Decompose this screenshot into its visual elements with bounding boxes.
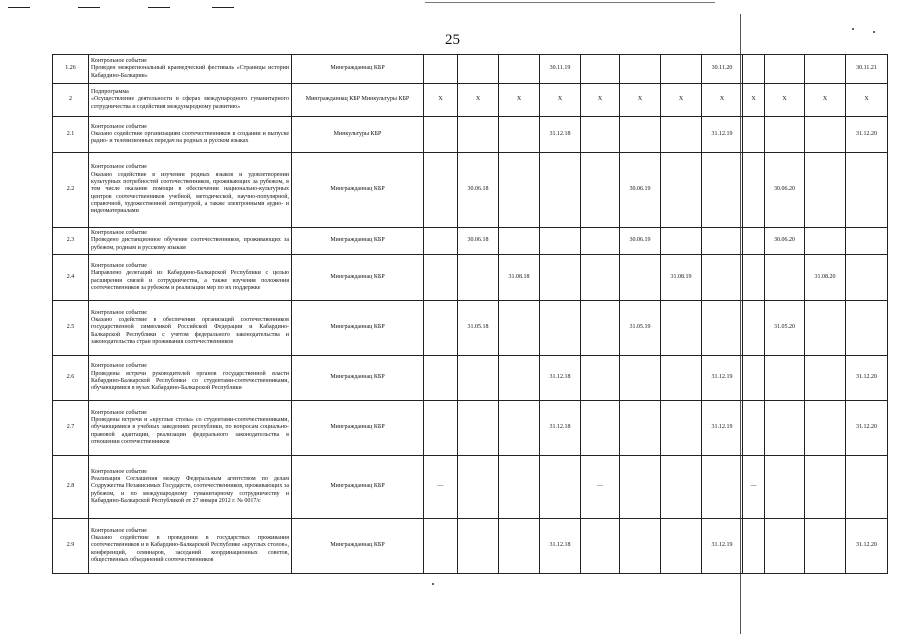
schedule-cell bbox=[540, 255, 581, 301]
schedule-cell bbox=[620, 519, 661, 574]
event-type-label: Контрольное событие bbox=[91, 468, 147, 475]
schedule-cell bbox=[661, 228, 702, 255]
schedule-cell bbox=[846, 456, 888, 519]
event-description bbox=[89, 117, 292, 153]
schedule-cell bbox=[424, 356, 458, 401]
event-type-label: Контрольное событие bbox=[91, 309, 147, 316]
schedule-cell bbox=[581, 55, 620, 84]
schedule-cell: 31.08.18 bbox=[499, 255, 540, 301]
schedule-cell: 30.11.20 bbox=[702, 55, 743, 84]
schedule-cell bbox=[661, 153, 702, 228]
schedule-cell bbox=[499, 117, 540, 153]
event-description bbox=[89, 356, 292, 401]
schedule-cell: 30.06.19 bbox=[620, 153, 661, 228]
executor-cell: Мингражданнац КБР bbox=[292, 456, 424, 519]
event-description bbox=[89, 55, 292, 84]
event-text: Оказано содействие в обеспечении организаций соотечественников государственной символикой Российской Федерации и Кабардино-Балкарской Республики с учетом федерального законодательства и законодательства стран проживания соотечественников bbox=[91, 317, 289, 345]
schedule-cell bbox=[499, 456, 540, 519]
schedule-cell: X bbox=[846, 84, 888, 117]
schedule-cell bbox=[743, 255, 765, 301]
table-row bbox=[53, 301, 888, 356]
row-number: 2 bbox=[53, 84, 89, 117]
schedule-cell: X bbox=[743, 84, 765, 117]
event-type-label: Контрольное событие bbox=[91, 409, 147, 416]
event-text: Проведены встречи руководителей органов государственной власти Кабардино-Балкарской Республики со студентами-соотечественниками, обучающимися в вузах Кабардино-Балкарской Республики bbox=[91, 370, 289, 392]
schedule-cell: 30.06.18 bbox=[458, 153, 499, 228]
event-description bbox=[89, 255, 292, 301]
schedule-cell: 31.05.19 bbox=[620, 301, 661, 356]
schedule-cell: 31.05.18 bbox=[458, 301, 499, 356]
event-description bbox=[89, 153, 292, 228]
table-row bbox=[53, 153, 888, 228]
schedule-cell bbox=[458, 117, 499, 153]
schedule-cell: 31.12.18 bbox=[540, 401, 581, 456]
schedule-cell: 31.12.20 bbox=[846, 117, 888, 153]
schedule-cell bbox=[743, 153, 765, 228]
row-number: 2.7 bbox=[53, 401, 89, 456]
table-row bbox=[53, 84, 888, 117]
event-type-label: Контрольное событие bbox=[91, 164, 147, 171]
schedule-cell bbox=[765, 519, 805, 574]
table-row bbox=[53, 401, 888, 456]
schedule-cell bbox=[458, 255, 499, 301]
schedule-cell bbox=[743, 55, 765, 84]
schedule-cell bbox=[581, 301, 620, 356]
scan-mark bbox=[8, 7, 30, 8]
schedule-cell bbox=[424, 255, 458, 301]
executor-cell: Мингражданнац КБР bbox=[292, 301, 424, 356]
schedule-cell bbox=[540, 456, 581, 519]
event-text: Оказано содействие в изучении родных языков и удовлетворении культурных потребностей соотечественников, проживающих за рубежом, в том числе оказание помощи в обеспечении национально-культурных центров соотечественников учебной, методической, научно-популярной, справочной, художественной литературой, а также электронными аудио- и видеоматериалами bbox=[91, 171, 289, 215]
schedule-cell bbox=[846, 228, 888, 255]
event-type-label: Контрольное событие bbox=[91, 527, 147, 534]
schedule-cell bbox=[581, 228, 620, 255]
schedule-cell bbox=[540, 228, 581, 255]
schedule-cell bbox=[581, 255, 620, 301]
schedule-cell bbox=[661, 519, 702, 574]
schedule-cell bbox=[661, 456, 702, 519]
schedule-cell bbox=[499, 301, 540, 356]
schedule-cell: X bbox=[424, 84, 458, 117]
row-number: 2.8 bbox=[53, 456, 89, 519]
schedule-cell: 30.06.19 bbox=[620, 228, 661, 255]
event-description bbox=[89, 456, 292, 519]
schedule-cell: X bbox=[661, 84, 702, 117]
schedule-cell bbox=[661, 356, 702, 401]
table-row bbox=[53, 228, 888, 255]
schedule-cell bbox=[702, 301, 743, 356]
schedule-cell bbox=[805, 228, 846, 255]
schedule-cell bbox=[424, 228, 458, 255]
schedule-cell: 31.08.19 bbox=[661, 255, 702, 301]
scan-dot bbox=[432, 583, 434, 585]
executor-cell: Мингражданнац КБР Минкультуры КБР bbox=[292, 84, 424, 117]
schedule-cell bbox=[581, 117, 620, 153]
schedule-cell bbox=[765, 117, 805, 153]
scan-mark bbox=[212, 7, 234, 8]
executor-cell: Мингражданнац КБР bbox=[292, 228, 424, 255]
schedule-cell bbox=[540, 153, 581, 228]
row-number: 2.1 bbox=[53, 117, 89, 153]
row-number: 2.4 bbox=[53, 255, 89, 301]
schedule-cell: 31.12.18 bbox=[540, 356, 581, 401]
event-description bbox=[89, 401, 292, 456]
schedule-cell: 31.12.20 bbox=[846, 401, 888, 456]
event-text: Направлено делегаций из Кабардино-Балкарской Республики с целью расширения связей и сотрудничества, а также изучения положения соотечественников за рубежом и реализации мер по их поддержке bbox=[91, 270, 289, 291]
schedule-cell bbox=[620, 456, 661, 519]
schedule-cell bbox=[805, 456, 846, 519]
schedule-cell bbox=[765, 401, 805, 456]
schedule-cell bbox=[620, 255, 661, 301]
schedule-cell bbox=[805, 356, 846, 401]
schedule-cell bbox=[458, 519, 499, 574]
schedule-cell: 30.06.20 bbox=[765, 153, 805, 228]
schedule-cell: 31.05.20 bbox=[765, 301, 805, 356]
scan-mark bbox=[148, 7, 170, 8]
event-text: Оказано содействие организациям соотечественников в создании и выпуске радио- и телевизионных передач на родных и русском языках bbox=[91, 130, 289, 145]
event-text: Проведены встречи и «круглые столы» со студентами-соотечественниками, обучающимися в учебных заведениях республики, по вопросам социально-правовой адаптации, реализации федерального законодательства в отношении соотечественников bbox=[91, 417, 289, 445]
schedule-cell bbox=[458, 55, 499, 84]
schedule-cell: 30.11.19 bbox=[540, 55, 581, 84]
schedule-cell bbox=[702, 153, 743, 228]
table-row bbox=[53, 255, 888, 301]
schedule-cell bbox=[620, 55, 661, 84]
executor-cell: Мингражданнац КБР bbox=[292, 356, 424, 401]
scan-mark bbox=[78, 7, 100, 8]
schedule-cell bbox=[805, 117, 846, 153]
schedule-cell bbox=[805, 153, 846, 228]
event-description bbox=[89, 301, 292, 356]
schedule-cell bbox=[765, 55, 805, 84]
event-type-label: Контрольное событие bbox=[91, 123, 147, 130]
table-row bbox=[53, 356, 888, 401]
schedule-cell: 31.12.20 bbox=[846, 519, 888, 574]
event-type-label: Подпрограмма bbox=[91, 89, 129, 96]
schedule-cell bbox=[661, 55, 702, 84]
schedule-cell bbox=[499, 356, 540, 401]
schedule-cell: — bbox=[424, 456, 458, 519]
schedule-cell: — bbox=[743, 456, 765, 519]
schedule-cell bbox=[743, 356, 765, 401]
schedule-cell: 31.08.20 bbox=[805, 255, 846, 301]
schedule-cell bbox=[458, 456, 499, 519]
schedule-cell bbox=[424, 117, 458, 153]
executor-cell: Мингражданнац КБР bbox=[292, 55, 424, 84]
schedule-cell: 31.12.19 bbox=[702, 519, 743, 574]
schedule-cell bbox=[661, 301, 702, 356]
row-number: 2.6 bbox=[53, 356, 89, 401]
schedule-cell bbox=[581, 356, 620, 401]
schedule-cell bbox=[499, 401, 540, 456]
schedule-cell bbox=[424, 153, 458, 228]
executor-cell: Мингражданнац КБР bbox=[292, 401, 424, 456]
schedule-cell: X bbox=[805, 84, 846, 117]
row-number: 2.5 bbox=[53, 301, 89, 356]
schedule-cell: X bbox=[765, 84, 805, 117]
event-text: «Осуществление деятельности в сферах международного гуманитарного сотрудничества и содействия международному развитию» bbox=[91, 96, 289, 110]
schedule-cell bbox=[702, 456, 743, 519]
schedule-cell bbox=[458, 401, 499, 456]
schedule-cell bbox=[805, 55, 846, 84]
table-row bbox=[53, 55, 888, 84]
schedule-cell: 31.12.18 bbox=[540, 117, 581, 153]
row-number: 2.2 bbox=[53, 153, 89, 228]
schedule-cell bbox=[743, 117, 765, 153]
schedule-cell bbox=[702, 255, 743, 301]
schedule-cell bbox=[620, 117, 661, 153]
schedule-cell: X bbox=[458, 84, 499, 117]
schedule-cell bbox=[499, 519, 540, 574]
schedule-cell bbox=[424, 55, 458, 84]
table-row bbox=[53, 456, 888, 519]
schedule-cell bbox=[424, 301, 458, 356]
schedule-cell: 31.12.20 bbox=[846, 356, 888, 401]
schedule-cell: — bbox=[581, 456, 620, 519]
schedule-cell bbox=[846, 301, 888, 356]
schedule-cell: 30.06.18 bbox=[458, 228, 499, 255]
schedule-cell: 31.12.19 bbox=[702, 356, 743, 401]
event-text: Проведен межрегиональный краеведческий фестиваль «Страницы истории Кабардино-Балкарии» bbox=[91, 65, 289, 79]
event-description bbox=[89, 228, 292, 255]
table-row bbox=[53, 519, 888, 574]
event-type-label: Контрольное событие bbox=[91, 363, 147, 370]
event-text: Оказано содействие в проведении в государствах проживания соотечественников и в Кабардино-Балкарской Республике «круглых столов», конференций, семинаров, заседаний координационных советов, общественных объединений соотечественников bbox=[91, 535, 289, 563]
schedule-cell: 30.06.20 bbox=[765, 228, 805, 255]
schedule-cell bbox=[581, 153, 620, 228]
schedule-cell bbox=[620, 356, 661, 401]
scan-mark bbox=[425, 2, 715, 3]
schedule-cell bbox=[805, 301, 846, 356]
event-type-label: Контрольное событие bbox=[91, 262, 147, 269]
schedule-cell bbox=[581, 519, 620, 574]
event-description bbox=[89, 84, 292, 117]
event-type-label: Контрольное событие bbox=[91, 58, 147, 65]
executor-cell: Мингражданнац КБР bbox=[292, 255, 424, 301]
schedule-cell: 31.12.19 bbox=[702, 401, 743, 456]
row-number: 2.3 bbox=[53, 228, 89, 255]
schedule-cell bbox=[661, 117, 702, 153]
executor-cell: Мингражданнац КБР bbox=[292, 153, 424, 228]
schedule-cell: X bbox=[499, 84, 540, 117]
schedule-cell: X bbox=[702, 84, 743, 117]
schedule-cell bbox=[846, 153, 888, 228]
schedule-cell bbox=[499, 228, 540, 255]
row-number: 1.26 bbox=[53, 55, 89, 84]
schedule-cell bbox=[743, 519, 765, 574]
schedule-cell: 31.12.18 bbox=[540, 519, 581, 574]
schedule-cell bbox=[424, 519, 458, 574]
schedule-cell bbox=[499, 55, 540, 84]
schedule-cell bbox=[702, 228, 743, 255]
row-number: 2.9 bbox=[53, 519, 89, 574]
schedule-cell bbox=[846, 255, 888, 301]
schedule-cell bbox=[661, 401, 702, 456]
page-number: 25 bbox=[445, 32, 460, 48]
schedule-cell bbox=[805, 519, 846, 574]
schedule-cell: X bbox=[620, 84, 661, 117]
schedule-cell: 31.12.19 bbox=[702, 117, 743, 153]
schedule-cell bbox=[743, 301, 765, 356]
schedule-cell bbox=[743, 401, 765, 456]
event-description bbox=[89, 519, 292, 574]
schedule-cell bbox=[805, 401, 846, 456]
schedule-cell bbox=[765, 356, 805, 401]
schedule-cell: X bbox=[581, 84, 620, 117]
event-text: Проведено дистанционное обучение соотечественников, проживающих за рубежом, родным и русскому языкам bbox=[91, 237, 289, 251]
schedule-cell bbox=[765, 456, 805, 519]
schedule-cell bbox=[424, 401, 458, 456]
schedule-cell: X bbox=[540, 84, 581, 117]
schedule-cell bbox=[540, 301, 581, 356]
schedule-cell bbox=[620, 401, 661, 456]
schedule-cell: 30.11.21 bbox=[846, 55, 888, 84]
plan-table bbox=[52, 54, 888, 574]
executor-cell: Мингражданнац КБР bbox=[292, 519, 424, 574]
schedule-cell bbox=[458, 356, 499, 401]
event-type-label: Контрольное событие bbox=[91, 230, 147, 237]
table-row bbox=[53, 117, 888, 153]
schedule-cell bbox=[499, 153, 540, 228]
schedule-cell bbox=[743, 228, 765, 255]
scan-dot bbox=[852, 28, 854, 30]
event-text: Реализация Соглашения между Федеральным агентством по делам Содружества Независимых Государств, соотечественников, проживающих за рубежом, и по международному гуманитарному сотрудничеству и Кабардино-Балкарской Республикой от 27 января 2012 г. № 0017/с bbox=[91, 476, 289, 504]
schedule-cell bbox=[765, 255, 805, 301]
executor-cell: Минкультуры КБР bbox=[292, 117, 424, 153]
schedule-cell bbox=[581, 401, 620, 456]
